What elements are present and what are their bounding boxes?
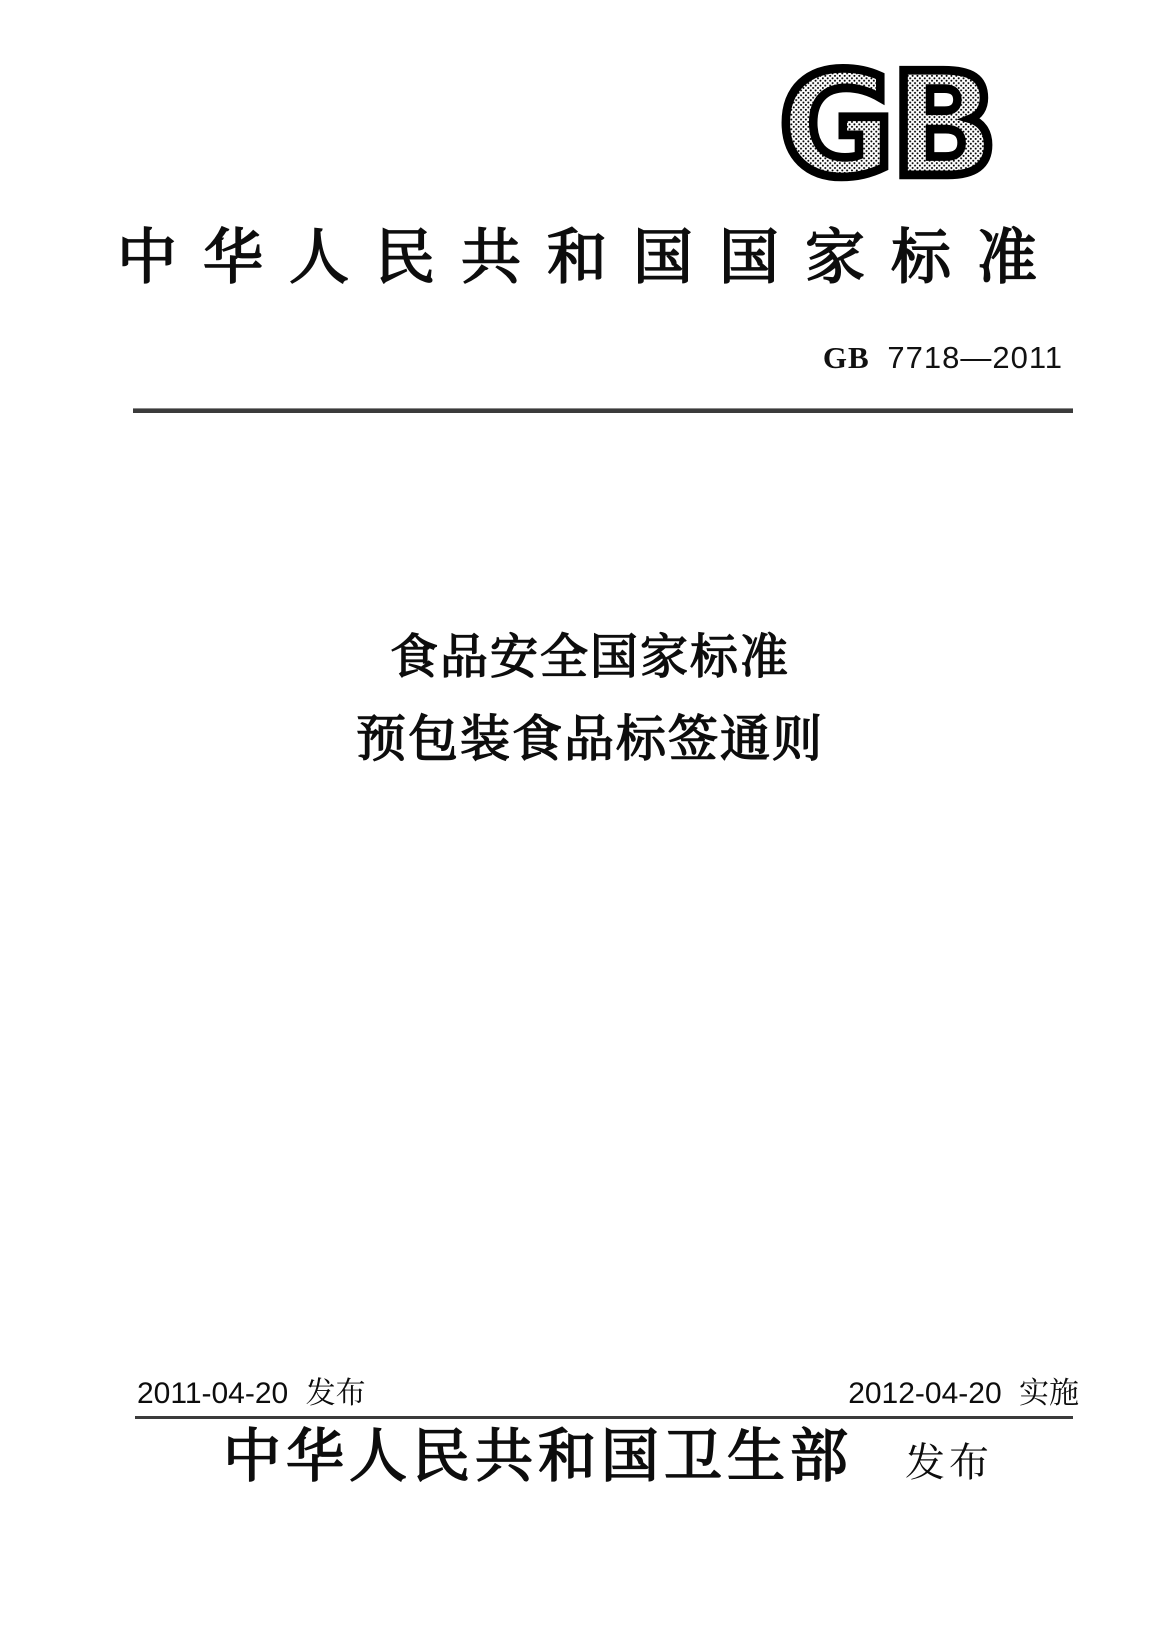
national-standard-title: 中华人民共和国国家标准 [117, 225, 1063, 291]
dates-row [137, 1379, 1079, 1409]
doc-title-line1: 食品安全国家标准 [389, 631, 790, 684]
issue-date-group [137, 1379, 366, 1409]
gb-logo [773, 60, 1001, 186]
header-divider [133, 408, 1073, 413]
doc-title-line2: 预包装食品标签通则 [356, 711, 824, 767]
footer-divider [135, 1416, 1073, 1419]
issue-date: 2011-04-20 [137, 1377, 289, 1410]
standard-code [823, 342, 1063, 373]
standard-code-number: 7718—2011 [887, 340, 1063, 375]
publisher-name: 中华人民共和国卫生部 [223, 1424, 854, 1489]
publisher-label: 发布 [905, 1440, 994, 1485]
implement-date-label: 实施 [1019, 1377, 1079, 1410]
issue-date-label: 发布 [305, 1377, 366, 1410]
publisher-row [133, 1424, 1077, 1489]
implement-date-group [848, 1379, 1079, 1409]
gb-logo-graphic [773, 60, 1001, 186]
standard-code-prefix: GB [822, 340, 870, 375]
gb-logo-text: GB [778, 60, 995, 186]
implement-date: 2012-04-20 [848, 1377, 1002, 1410]
